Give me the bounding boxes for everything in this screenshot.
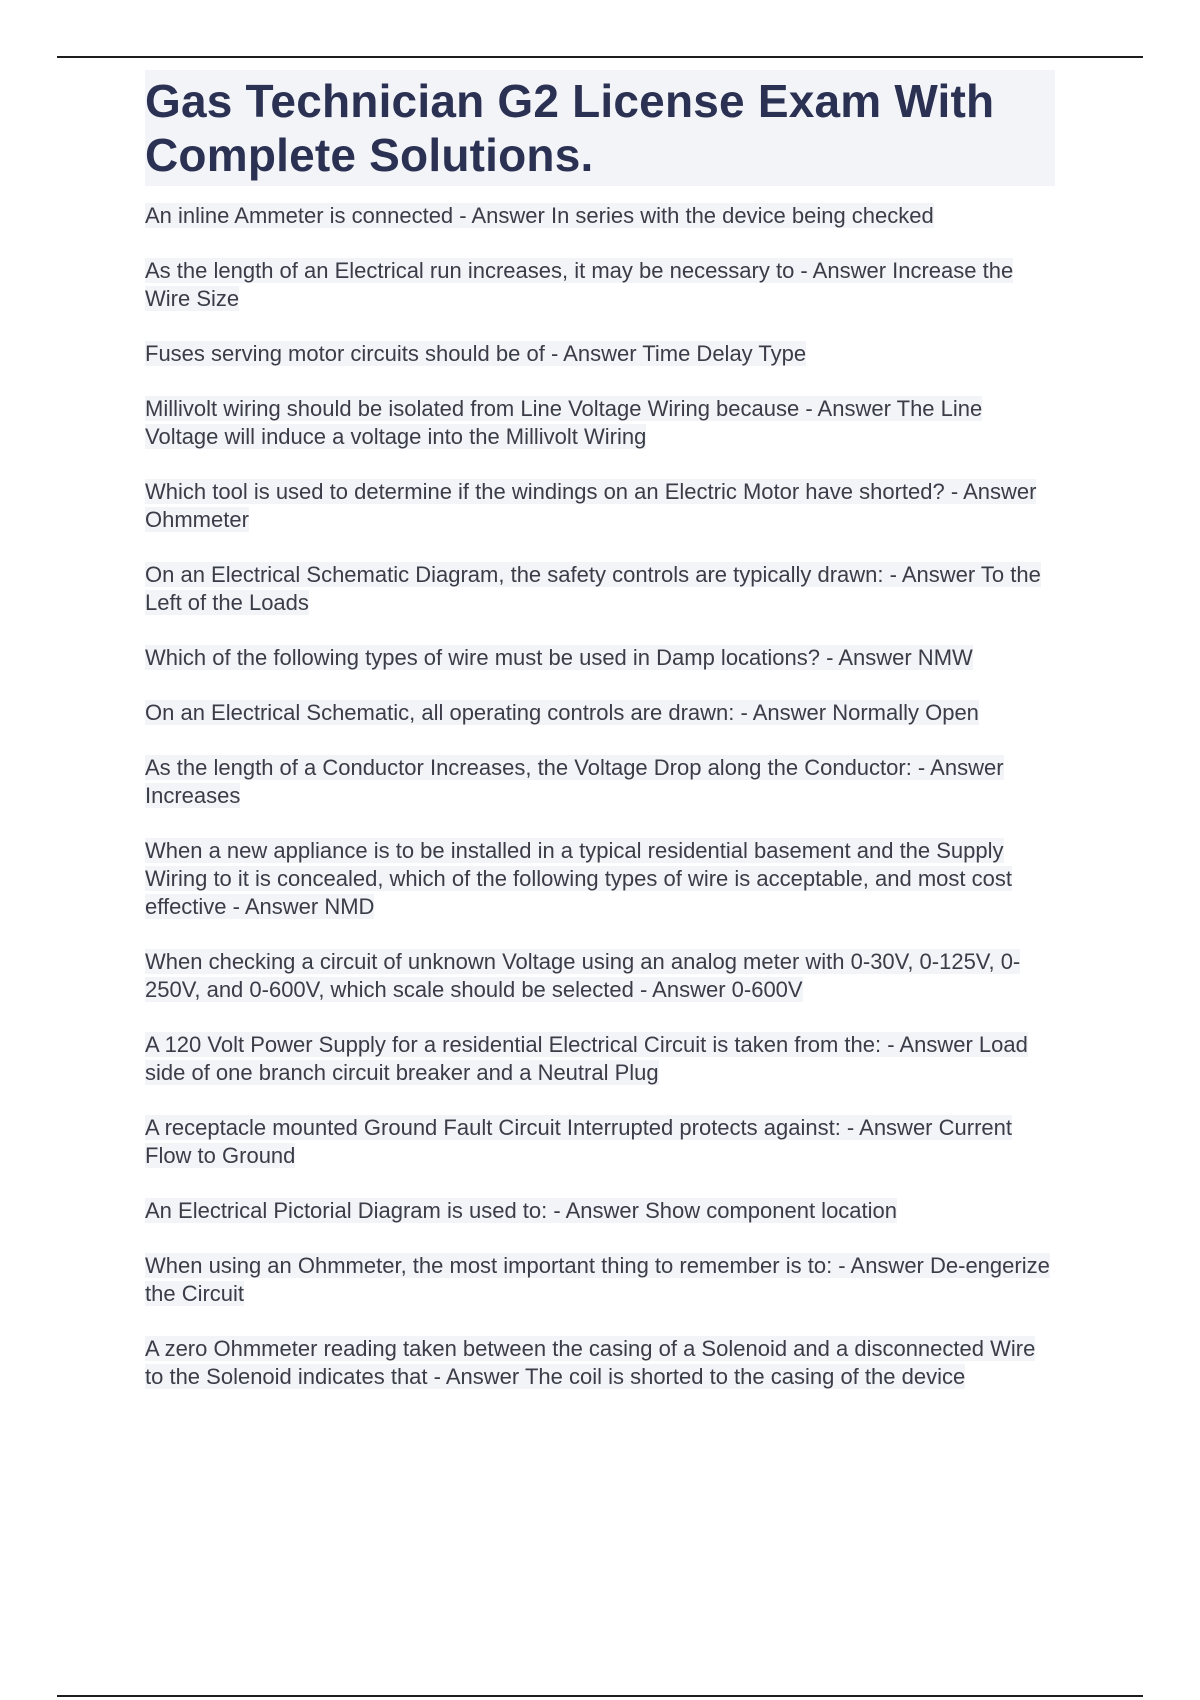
qa-item [145, 948, 1055, 1004]
qa-item [145, 478, 1055, 534]
qa-item [145, 644, 1055, 672]
top-rule [57, 56, 1143, 58]
qa-item [145, 1335, 1055, 1391]
qa-text: A receptacle mounted Ground Fault Circuit Interrupted protects against: - Answer Current Flow to Ground [145, 1115, 1012, 1168]
qa-text: An Electrical Pictorial Diagram is used to: - Answer Show component location [145, 1198, 898, 1223]
qa-item [145, 1252, 1055, 1308]
qa-text: When checking a circuit of unknown Voltage using an analog meter with 0-30V, 0-125V, 0-250V, and 0-600V, which scale should be selected - Answer 0-600V [145, 949, 1021, 1002]
qa-item [145, 837, 1055, 921]
qa-item [145, 257, 1055, 313]
qa-text: A zero Ohmmeter reading taken between the casing of a Solenoid and a disconnected Wire to the Solenoid indicates that - Answer The coil is shorted to the casing of the device [145, 1336, 1036, 1389]
qa-text: On an Electrical Schematic, all operating controls are drawn: - Answer Normally Open [145, 700, 979, 725]
qa-text: A 120 Volt Power Supply for a residential Electrical Circuit is taken from the: - Answer Load side of one branch circuit breaker and a Neutral Plug [145, 1032, 1028, 1085]
document-title: Gas Technician G2 License Exam With Complete Solutions. [145, 75, 995, 181]
qa-text: On an Electrical Schematic Diagram, the safety controls are typically drawn: - Answer To the Left of the Loads [145, 562, 1041, 615]
qa-text: An inline Ammeter is connected - Answer In series with the device being checked [145, 203, 934, 228]
title-block [145, 70, 1055, 186]
qa-text: Millivolt wiring should be isolated from Line Voltage Wiring because - Answer The Line Voltage will induce a voltage into the Millivolt Wiring [145, 396, 983, 449]
qa-item [145, 202, 1055, 230]
qa-item [145, 340, 1055, 368]
qa-item [145, 1114, 1055, 1170]
qa-text: Which of the following types of wire must be used in Damp locations? - Answer NMW [145, 645, 973, 670]
qa-text: When a new appliance is to be installed in a typical residential basement and the Supply Wiring to it is concealed, which of the following types of wire is acceptable, and most cost effective - Answer NMD [145, 838, 1012, 919]
qa-item [145, 699, 1055, 727]
qa-item [145, 395, 1055, 451]
qa-text: As the length of an Electrical run increases, it may be necessary to - Answer Increase the Wire Size [145, 258, 1014, 311]
qa-item [145, 1197, 1055, 1225]
qa-text: As the length of a Conductor Increases, the Voltage Drop along the Conductor: - Answer Increases [145, 755, 1004, 808]
qa-text: Which tool is used to determine if the windings on an Electric Motor have shorted? - Answer Ohmmeter [145, 479, 1037, 532]
qa-text: Fuses serving motor circuits should be of - Answer Time Delay Type [145, 341, 807, 366]
qa-item [145, 1031, 1055, 1087]
qa-item [145, 561, 1055, 617]
qa-text: When using an Ohmmeter, the most important thing to remember is to: - Answer De-engerize the Circuit [145, 1253, 1050, 1306]
bottom-rule [57, 1695, 1143, 1697]
qa-list [145, 202, 1055, 1391]
document-body [145, 70, 1055, 1418]
qa-item [145, 754, 1055, 810]
